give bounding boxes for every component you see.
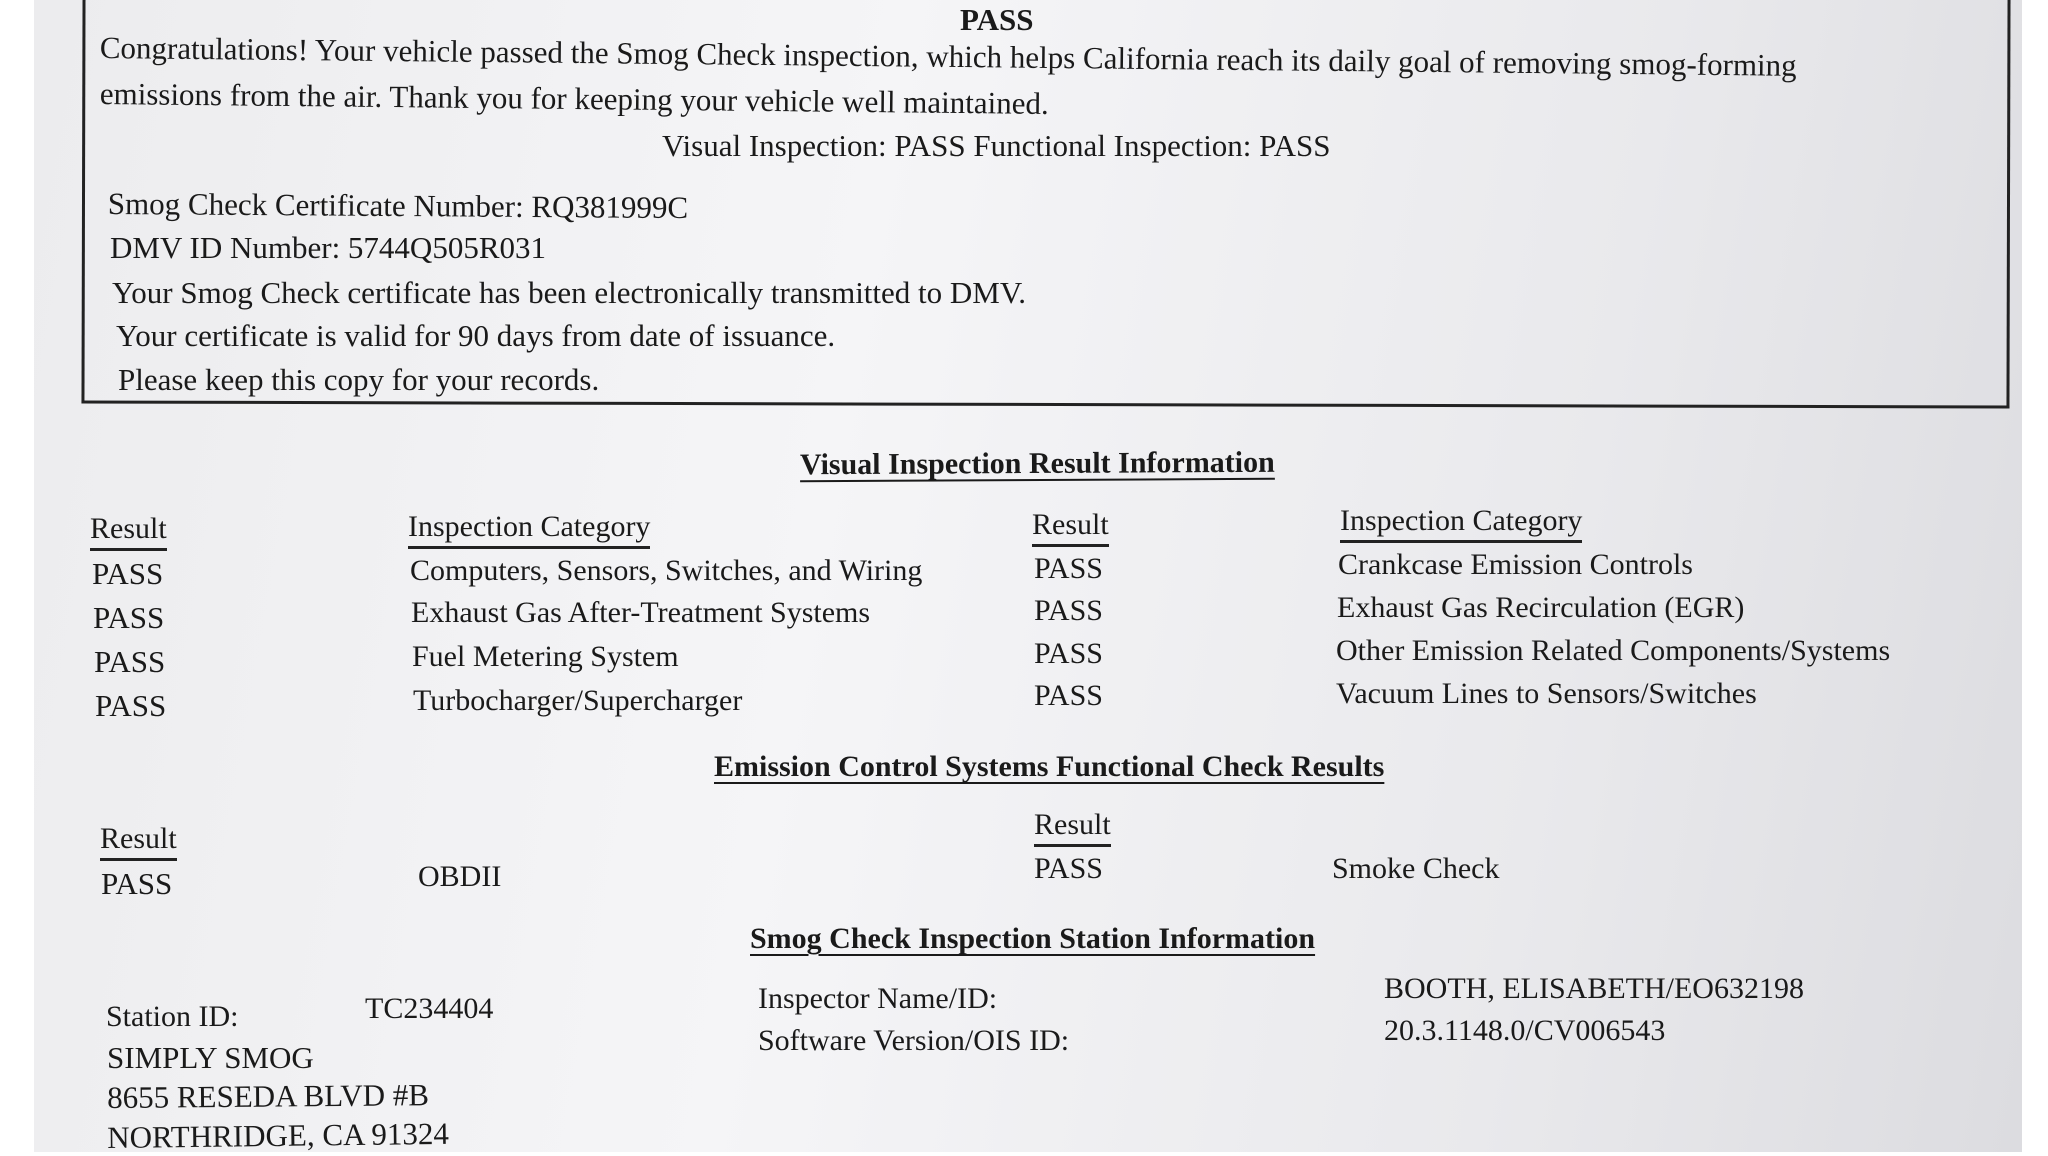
- visual-left-category: Exhaust Gas After-Treatment Systems: [411, 596, 871, 629]
- station-id-value: TC234404: [365, 992, 494, 1025]
- visual-section-title: Visual Inspection Result Information: [799, 445, 1275, 482]
- visual-right-result: PASS: [1034, 594, 1103, 627]
- inspector-label: Inspector Name/ID:: [758, 982, 998, 1015]
- functional-left-name: OBDII: [418, 860, 502, 893]
- functional-right-name: Smoke Check: [1332, 852, 1500, 885]
- status-heading: PASS: [960, 2, 1034, 37]
- visual-left-category: Fuel Metering System: [412, 640, 679, 673]
- congrats-line-2: emissions from the air. Thank you for keeping your vehicle well maintained.: [99, 76, 1049, 121]
- software-label: Software Version/OIS ID:: [758, 1024, 1070, 1057]
- visual-left-result: PASS: [95, 688, 167, 723]
- visual-left-result: PASS: [93, 600, 165, 635]
- visual-right-category: Other Emission Related Components/Systems: [1336, 634, 1891, 667]
- keep-copy-note: Please keep this copy for your records.: [118, 362, 600, 397]
- functional-left-result: PASS: [101, 866, 173, 901]
- visual-right-result: PASS: [1034, 637, 1103, 670]
- background-edge: [2022, 0, 2048, 1152]
- visual-left-result: PASS: [94, 644, 166, 679]
- visual-right-category: Crankcase Emission Controls: [1338, 548, 1693, 581]
- station-name: SIMPLY SMOG: [107, 1040, 314, 1075]
- visual-left-result: PASS: [92, 556, 164, 591]
- visual-left-category-header: Inspection Category: [408, 510, 650, 549]
- inspector-value: BOOTH, ELISABETH/EO632198: [1384, 972, 1804, 1005]
- dmv-id-number: DMV ID Number: 5744Q505R031: [110, 230, 546, 265]
- certificate-number: Smog Check Certificate Number: RQ381999C: [107, 186, 689, 226]
- visual-right-result: PASS: [1034, 679, 1103, 712]
- inspection-summary: Visual Inspection: PASS Functional Inspection: PASS: [662, 128, 1331, 163]
- visual-right-result: PASS: [1034, 552, 1103, 585]
- software-value: 20.3.1148.0/CV006543: [1384, 1014, 1666, 1047]
- visual-left-category: Turbocharger/Supercharger: [413, 684, 743, 717]
- functional-left-result-header: Result: [100, 822, 177, 861]
- station-section-title: Smog Check Inspection Station Information: [750, 922, 1316, 955]
- visual-right-category-header: Inspection Category: [1340, 504, 1582, 543]
- station-address-2: NORTHRIDGE, CA 91324: [107, 1115, 450, 1155]
- station-address-1: 8655 RESEDA BLVD #B: [107, 1077, 430, 1115]
- validity-note: Your certificate is valid for 90 days from date of issuance.: [116, 318, 836, 353]
- functional-section-title: Emission Control Systems Functional Check Results: [714, 750, 1385, 783]
- functional-right-result-header: Result: [1034, 808, 1111, 847]
- visual-right-category: Exhaust Gas Recirculation (EGR): [1337, 591, 1745, 624]
- transmitted-note: Your Smog Check certificate has been electronically transmitted to DMV.: [112, 275, 1027, 310]
- congrats-line-1: Congratulations! Your vehicle passed the Smog Check inspection, which helps California reach its daily goal of removing smog-forming: [99, 30, 1797, 83]
- station-id-label: Station ID:: [106, 1000, 239, 1033]
- visual-right-result-header: Result: [1032, 508, 1109, 547]
- functional-right-result: PASS: [1034, 852, 1103, 885]
- visual-left-result-header: Result: [90, 512, 167, 551]
- visual-right-category: Vacuum Lines to Sensors/Switches: [1336, 677, 1757, 710]
- visual-left-category: Computers, Sensors, Switches, and Wiring: [410, 554, 923, 587]
